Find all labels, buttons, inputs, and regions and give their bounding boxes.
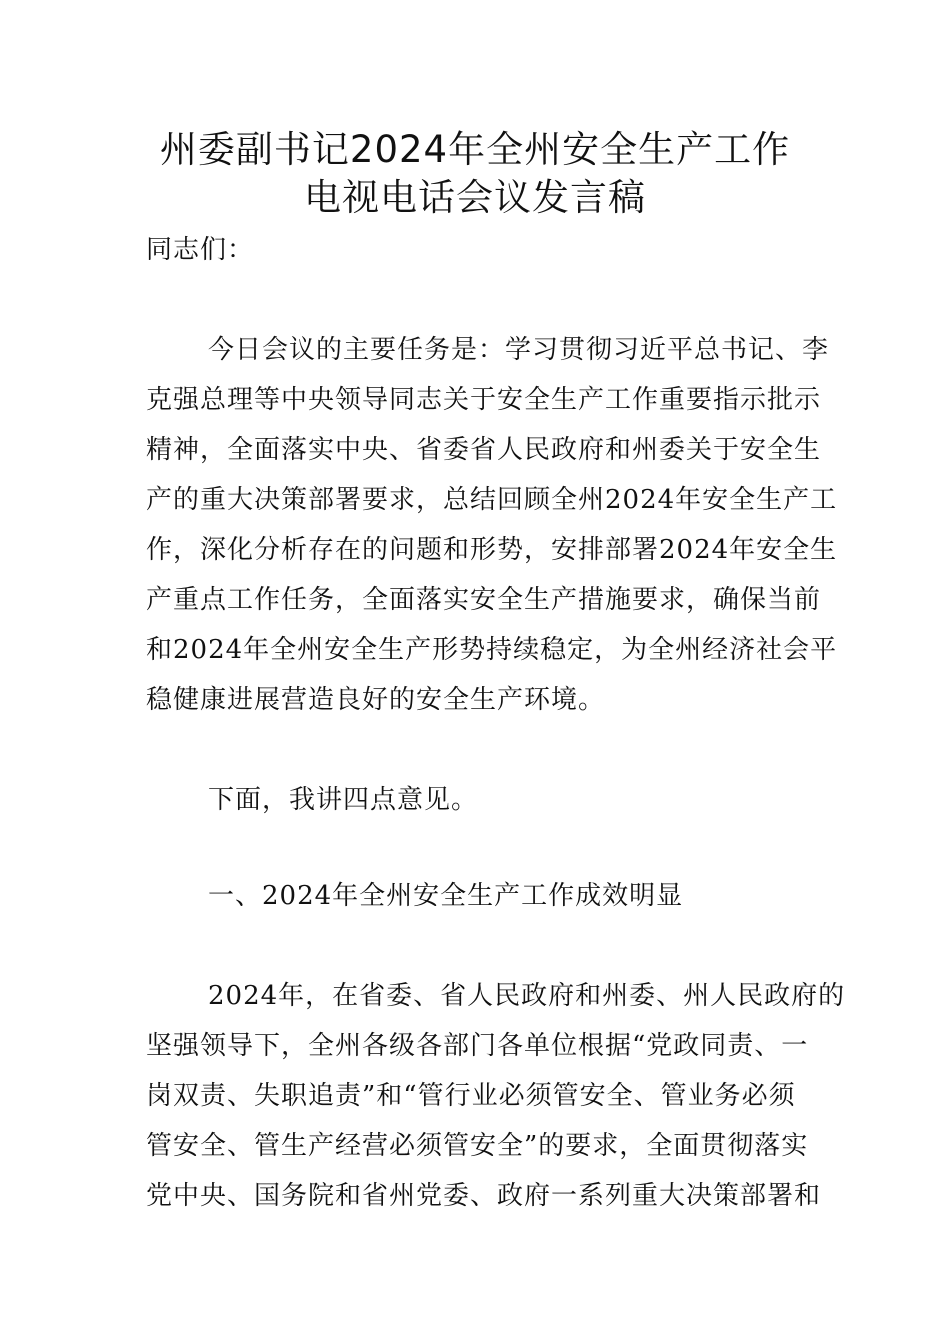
paragraph-3-line: 岗双责、失职追责”和“管行业必须管安全、管业务必须 xyxy=(146,1081,796,1111)
paragraph-1-line: 今日会议的主要任务是：学习贯彻习近平总书记、李 xyxy=(208,335,830,365)
paragraph-1-line: 稳健康进展营造良好的安全生产环境。 xyxy=(146,685,606,715)
paragraph-3-line: 坚强领导下，全州各级各部门各单位根据“党政同责、一 xyxy=(146,1031,809,1061)
paragraph-2: 下面，我讲四点意见。 xyxy=(208,785,479,815)
paragraph-1-line: 产的重大决策部署要求，总结回顾全州2024年安全生产工 xyxy=(146,485,838,515)
section-heading-1: 一、2024年全州安全生产工作成效明显 xyxy=(208,881,684,911)
paragraph-3-line: 2024年，在省委、省人民政府和州委、州人民政府的 xyxy=(208,981,846,1011)
paragraph-1-line: 产重点工作任务，全面落实安全生产措施要求，确保当前 xyxy=(146,585,822,615)
document-title-line-2: 电视电话会议发言稿 xyxy=(304,176,646,219)
paragraph-1-line: 作，深化分析存在的问题和形势，安排部署2024年安全生 xyxy=(146,535,838,565)
paragraph-1-line: 和2024年全州安全生产形势持续稳定，为全州经济社会平 xyxy=(146,635,838,665)
salutation: 同志们： xyxy=(146,235,255,265)
paragraph-1-line: 克强总理等中央领导同志关于安全生产工作重要指示批示 xyxy=(146,385,822,415)
document-title-line-1: 州委副书记2024年全州安全生产工作 xyxy=(159,128,791,171)
paragraph-3-line: 党中央、国务院和省州党委、政府一系列重大决策部署和 xyxy=(146,1181,822,1211)
paragraph-3-line: 管安全、管生产经营必须管安全”的要求，全面贯彻落实 xyxy=(146,1131,809,1161)
paragraph-1-line: 精神，全面落实中央、省委省人民政府和州委关于安全生 xyxy=(146,435,822,465)
